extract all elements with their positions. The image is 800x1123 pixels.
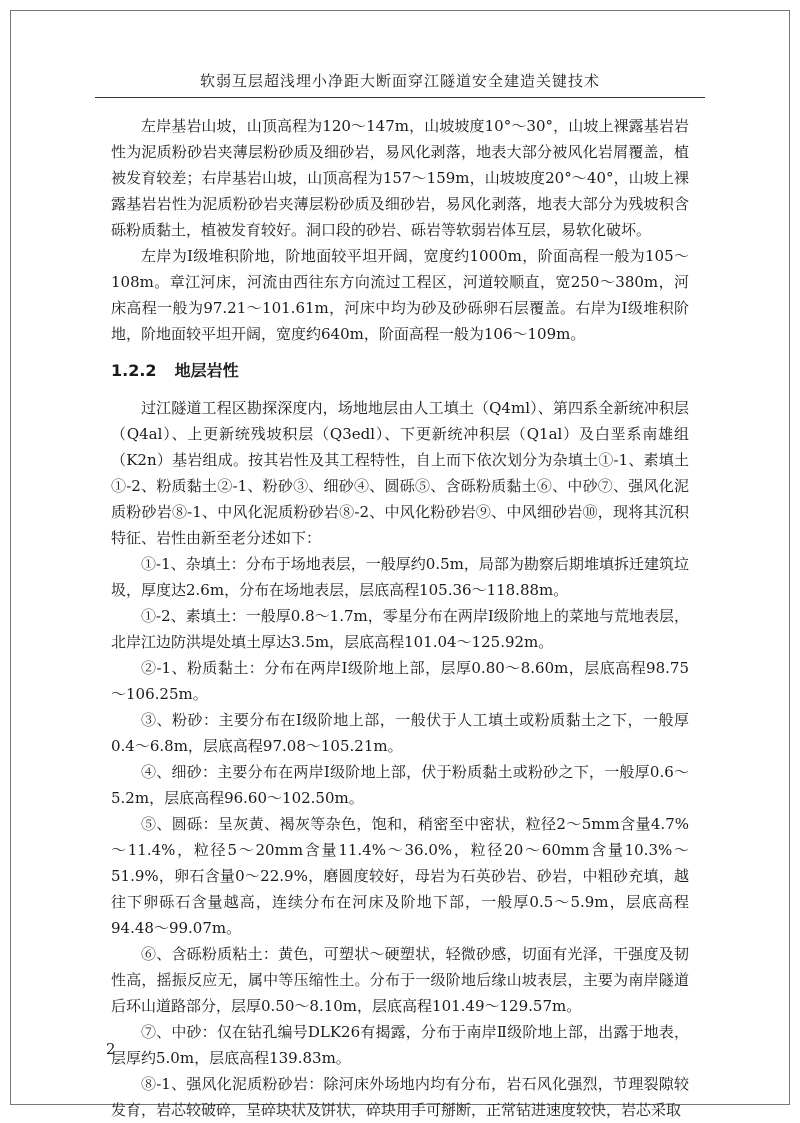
paragraph: ⑧-1、强风化泥质粉砂岩：除河床外场地内均有分布，岩石风化强烈，节理裂隙较发育，岩芯较破碎，呈碎块状及饼状，碎块用手可掰断，正常钻进速度较快，岩芯采取 (111, 1075, 689, 1119)
page-number: 2 (106, 1040, 116, 1058)
paragraph: ⑦、中砂：仅在钻孔编号DLK26有揭露，分布于南岸Ⅱ级阶地上部，出露于地表，层厚约5.0m，层底高程139.83m。 (111, 1023, 689, 1067)
section-number: 1.2.2 (111, 361, 157, 380)
paragraph: ⑤、圆砾：呈灰黄、褐灰等杂色，饱和，稍密至中密状，粒径2～5mm含量4.7%～11.4%，粒径5～20mm含量11.4%～36.0%，粒径20～60mm含量10.3%～51.9%，卵石含量0～22.9%，磨圆度较好，母岩为石英砂岩、砂岩，中粗砂充填，越往下卵砾石含量越高，连续分布在河床及阶地下部，一般厚0.5～5.9m，层底高程94.48～99.07m。 (111, 815, 689, 937)
paragraph: 左岸基岩山坡，山顶高程为120～147m，山坡坡度10°～30°，山坡上裸露基岩岩性为泥质粉砂岩夹薄层粉砂质及细砂岩，易风化剥落，地表大部分被风化岩屑覆盖，植被发育较差；右岸基岩山坡，山顶高程为157～159m，山坡坡度20°～40°，山坡上裸露基岩岩性为泥质粉砂岩夹薄层粉砂质及细砂岩，易风化剥落，地表大部分为残坡积含砾粉质黏土，植被发育较好。洞口段的砂岩、砾岩等软弱岩体互层，易软化破坏。 (111, 117, 689, 239)
paragraph: 过江隧道工程区勘探深度内，场地地层由人工填土（Q4ml）、第四系全新统冲积层（Q4al）、上更新统残坡积层（Q3edl）、下更新统冲积层（Q1al）及白垩系南雄组（K2n）基岩组成。按其岩性及其工程特性，自上而下依次划分为杂填土①-1、素填土①-2、粉质黏土②-1、粉砂③、细砂④、圆砾⑤、含砾粉质黏土⑥、中砂⑦、强风化泥质粉砂岩⑧-1、中风化泥质粉砂岩⑧-2、中风化粉砂岩⑨、中风细砂岩⑩，现将其沉积特征、岩性由新至老分述如下： (111, 399, 689, 547)
paragraph: ②-1、粉质黏土：分布在两岸Ⅰ级阶地上部，层厚0.80～8.60m，层底高程98.75～106.25m。 (111, 659, 689, 703)
section-title: 地层岩性 (174, 361, 239, 380)
body-text (111, 113, 689, 1123)
paragraph: ①-1、杂填土：分布于场地表层，一般厚约0.5m，局部为勘察后期堆填拆迁建筑垃圾，厚度达2.6m，分布在场地表层，层底高程105.36～118.88m。 (111, 555, 689, 599)
running-header: 软弱互层超浅埋小净距大断面穿江隧道安全建造关键技术 (199, 72, 600, 90)
paragraph: ⑥、含砾粉质粘土：黄色，可塑状～硬塑状，轻微砂感，切面有光泽，干强度及韧性高，摇振反应无，属中等压缩性土。分布于一级阶地后缘山坡表层，主要为南岸隧道后环山道路部分，层厚0.50～8.10m，层底高程101.49～129.57m。 (111, 945, 689, 1015)
paragraph: 左岸为Ⅰ级堆积阶地，阶地面较平坦开阔，宽度约1000m，阶面高程一般为105～108m。章江河床，河流由西往东方向流过工程区，河道较顺直，宽250～380m，河床高程一般为97.21～101.61m，河床中均为砂及砂砾卵石层覆盖。右岸为Ⅰ级堆积阶地，阶地面较平坦开阔，宽度约640m，阶面高程一般为106～109m。 (111, 247, 689, 343)
paragraph: ①-2、素填土：一般厚0.8～1.7m，零星分布在两岸Ⅰ级阶地上的菜地与荒地表层，北岸江边防洪堤处填土厚达3.5m，层底高程101.04～125.92m。 (111, 607, 689, 651)
header-rule (95, 97, 705, 98)
paragraph: ③、粉砂：主要分布在Ⅰ级阶地上部，一般伏于人工填土或粉质黏土之下，一般厚0.4～6.8m，层底高程97.08～105.21m。 (111, 711, 689, 755)
paragraph: ④、细砂：主要分布在两岸Ⅰ级阶地上部，伏于粉质黏土或粉砂之下，一般厚0.6～5.2m，层底高程96.60～102.50m。 (111, 763, 689, 807)
section-heading (111, 357, 689, 385)
